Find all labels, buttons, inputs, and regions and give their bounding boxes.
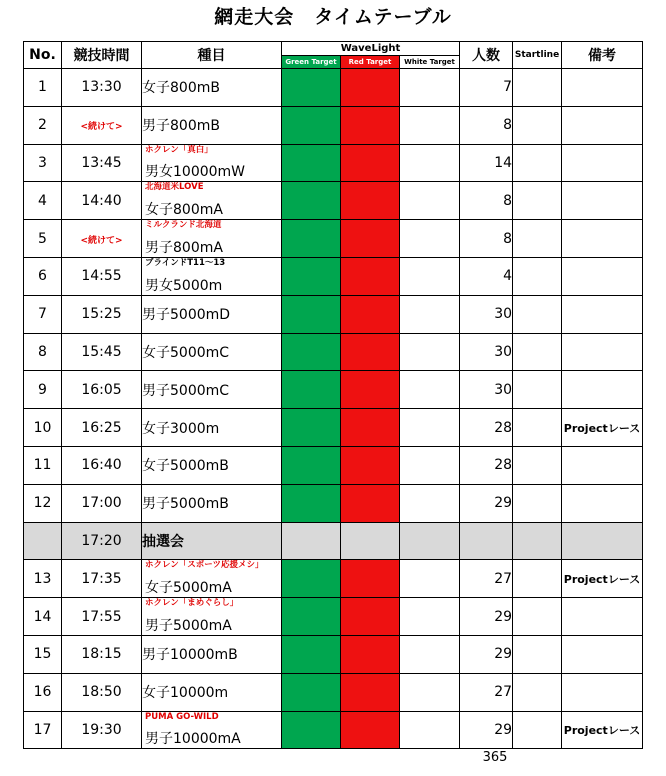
row-no: 14 — [24, 598, 62, 636]
lottery-row — [24, 522, 643, 560]
red-target-cell — [341, 522, 400, 560]
row-remark — [562, 522, 643, 560]
row-time-value: 16:25 — [81, 419, 122, 436]
row-time-value: 18:50 — [81, 684, 122, 701]
table-row — [24, 711, 643, 749]
row-event-name: 男子800mA — [145, 239, 223, 256]
table-row — [24, 598, 643, 636]
row-remark — [562, 635, 643, 673]
row-event-name: 男子10000mA — [145, 731, 241, 748]
row-time-value: 17:00 — [81, 495, 122, 512]
row-remark — [562, 371, 643, 409]
row-no: 9 — [24, 371, 62, 409]
row-event — [142, 333, 282, 371]
row-time-value: 17:35 — [81, 570, 122, 587]
row-event-name: 男子800mB — [142, 118, 220, 135]
row-count: 30 — [460, 295, 513, 333]
green-target-cell — [282, 144, 341, 182]
row-no: 6 — [24, 257, 62, 295]
row-remark — [562, 220, 643, 258]
white-target-cell — [400, 522, 460, 560]
white-target-cell — [400, 144, 460, 182]
row-event — [142, 560, 282, 598]
green-target-cell — [282, 484, 341, 522]
row-remark: Projectレース — [562, 560, 643, 598]
row-remark — [562, 598, 643, 636]
row-startline — [513, 333, 562, 371]
green-target-cell — [282, 635, 341, 673]
row-time — [62, 69, 142, 107]
row-no: 12 — [24, 484, 62, 522]
row-time — [62, 257, 142, 295]
row-no: 8 — [24, 333, 62, 371]
white-target-cell — [400, 673, 460, 711]
table-row — [24, 409, 643, 447]
red-target-cell — [341, 106, 400, 144]
red-target-cell — [341, 560, 400, 598]
timetable — [23, 41, 643, 749]
row-time — [62, 144, 142, 182]
green-target-cell — [282, 333, 341, 371]
table-row — [24, 295, 643, 333]
red-target-cell — [341, 257, 400, 295]
row-event — [142, 220, 282, 258]
row-time — [62, 371, 142, 409]
row-event-name: 男子5000mC — [142, 382, 230, 399]
row-count — [460, 522, 513, 560]
header-time: 競技時間 — [62, 42, 142, 69]
row-time-value: 17:20 — [81, 532, 122, 549]
white-target-cell — [400, 484, 460, 522]
row-time — [62, 409, 142, 447]
row-event-name: 男子5000mA — [145, 617, 232, 634]
page-title: 網走大会 タイムテーブル — [214, 6, 452, 28]
row-count: 8 — [460, 182, 513, 220]
green-target-cell — [282, 711, 341, 749]
row-startline — [513, 560, 562, 598]
row-count: 28 — [460, 409, 513, 447]
row-time-value: 14:55 — [81, 268, 122, 285]
red-target-cell — [341, 635, 400, 673]
row-count: 27 — [460, 560, 513, 598]
white-target-cell — [400, 333, 460, 371]
row-no: 4 — [24, 182, 62, 220]
row-sponsor: 北海道米LOVE — [145, 182, 204, 193]
table-row — [24, 484, 643, 522]
row-time — [62, 522, 142, 560]
row-event — [142, 522, 282, 560]
row-sponsor: PUMA GO-WILD — [145, 711, 219, 722]
row-startline — [513, 711, 562, 749]
table-row — [24, 220, 643, 258]
table-row — [24, 333, 643, 371]
green-target-cell — [282, 446, 341, 484]
row-remark — [562, 106, 643, 144]
row-startline — [513, 673, 562, 711]
red-target-cell — [341, 484, 400, 522]
green-target-cell — [282, 371, 341, 409]
table-row — [24, 673, 643, 711]
white-target-cell — [400, 371, 460, 409]
red-target-cell — [341, 144, 400, 182]
row-remark — [562, 295, 643, 333]
white-target-cell — [400, 446, 460, 484]
red-target-cell — [341, 182, 400, 220]
row-time — [62, 106, 142, 144]
row-no: 17 — [24, 711, 62, 749]
row-event-name: 女子5000mA — [145, 580, 232, 597]
row-startline — [513, 295, 562, 333]
red-target-cell — [341, 69, 400, 107]
red-target-cell — [341, 220, 400, 258]
row-startline — [513, 371, 562, 409]
row-no: 16 — [24, 673, 62, 711]
row-event-name: 女子5000mC — [142, 344, 230, 361]
row-remark — [562, 144, 643, 182]
red-target-cell — [341, 409, 400, 447]
green-target-cell — [282, 220, 341, 258]
row-time — [62, 673, 142, 711]
white-target-cell — [400, 635, 460, 673]
row-startline — [513, 106, 562, 144]
row-count: 8 — [460, 106, 513, 144]
row-startline — [513, 446, 562, 484]
red-target-cell — [341, 371, 400, 409]
row-remark: Projectレース — [562, 409, 643, 447]
row-no: 3 — [24, 144, 62, 182]
row-event-name: 女子5000mB — [142, 458, 229, 475]
row-event — [142, 598, 282, 636]
red-target-cell — [341, 446, 400, 484]
row-count: 4 — [460, 257, 513, 295]
white-target-cell — [400, 711, 460, 749]
row-no: 7 — [24, 295, 62, 333]
green-target-cell — [282, 182, 341, 220]
row-event-name: 男子5000mD — [142, 307, 231, 324]
white-target-cell — [400, 69, 460, 107]
white-target-cell — [400, 560, 460, 598]
row-time — [62, 333, 142, 371]
table-row — [24, 257, 643, 295]
row-sponsor: ミルクランド北海道 — [145, 220, 222, 231]
green-target-cell — [282, 295, 341, 333]
row-time-value: 19:30 — [81, 721, 122, 738]
row-count: 30 — [460, 333, 513, 371]
row-event-name: 男女10000mW — [145, 164, 246, 181]
row-startline — [513, 182, 562, 220]
row-remark — [562, 69, 643, 107]
row-count: 29 — [460, 484, 513, 522]
row-time — [62, 635, 142, 673]
row-event — [142, 295, 282, 333]
red-target-cell — [341, 333, 400, 371]
row-event — [142, 635, 282, 673]
green-target-cell — [282, 560, 341, 598]
row-no: 13 — [24, 560, 62, 598]
page-number: 365 — [482, 750, 508, 765]
row-no — [24, 522, 62, 560]
green-target-cell — [282, 257, 341, 295]
table-row — [24, 560, 643, 598]
header-white-target: White Target — [400, 56, 460, 69]
row-no: 1 — [24, 69, 62, 107]
row-startline — [513, 522, 562, 560]
row-sponsor: ホクレン「スポーツ応援メシ」 — [145, 560, 264, 571]
row-no: 15 — [24, 635, 62, 673]
row-event-name: 女子3000m — [142, 420, 220, 437]
row-time — [62, 484, 142, 522]
row-count: 29 — [460, 635, 513, 673]
green-target-cell — [282, 409, 341, 447]
table-row — [24, 446, 643, 484]
row-event-name: 女子800mB — [142, 80, 220, 97]
row-time-value: 14:40 — [81, 192, 122, 209]
row-count: 29 — [460, 711, 513, 749]
row-startline — [513, 257, 562, 295]
row-event-name: 男女5000m — [145, 277, 223, 294]
row-time — [62, 182, 142, 220]
row-startline — [513, 598, 562, 636]
header-wavelight: WaveLight — [282, 42, 460, 56]
table-row — [24, 69, 643, 107]
row-remark — [562, 257, 643, 295]
header-remarks: 備考 — [562, 42, 643, 69]
row-time — [62, 711, 142, 749]
row-startline — [513, 635, 562, 673]
green-target-cell — [282, 598, 341, 636]
green-target-cell — [282, 106, 341, 144]
white-target-cell — [400, 220, 460, 258]
row-time-value: 16:40 — [81, 457, 122, 474]
row-startline — [513, 484, 562, 522]
green-target-cell — [282, 673, 341, 711]
row-time-value: 13:45 — [81, 154, 122, 171]
row-no: 2 — [24, 106, 62, 144]
row-sponsor: ブラインドT11～13 — [145, 257, 226, 268]
row-sponsor: ホクレン「真白」 — [145, 144, 213, 155]
row-count: 27 — [460, 673, 513, 711]
row-remark — [562, 182, 643, 220]
table-row — [24, 144, 643, 182]
green-target-cell — [282, 69, 341, 107]
header-no: No. — [24, 42, 62, 69]
row-remark — [562, 673, 643, 711]
header-startline: Startline — [513, 42, 562, 69]
row-time — [62, 295, 142, 333]
header-green-target: Green Target — [282, 56, 341, 69]
row-startline — [513, 220, 562, 258]
row-remark — [562, 484, 643, 522]
row-time — [62, 446, 142, 484]
row-startline — [513, 409, 562, 447]
row-event — [142, 673, 282, 711]
header-event: 種目 — [142, 42, 282, 69]
red-target-cell — [341, 295, 400, 333]
row-event-name: 男子10000mB — [142, 647, 238, 664]
row-no: 11 — [24, 446, 62, 484]
row-event — [142, 409, 282, 447]
white-target-cell — [400, 295, 460, 333]
row-time-value: 15:25 — [81, 306, 122, 323]
row-event — [142, 257, 282, 295]
row-count: 7 — [460, 69, 513, 107]
row-startline — [513, 144, 562, 182]
white-target-cell — [400, 257, 460, 295]
red-target-cell — [341, 673, 400, 711]
row-event — [142, 711, 282, 749]
table-row — [24, 371, 643, 409]
row-event-name: 抽選会 — [142, 533, 184, 550]
white-target-cell — [400, 106, 460, 144]
row-time — [62, 560, 142, 598]
row-event-name: 女子10000m — [142, 685, 229, 702]
row-time-value: 18:15 — [81, 646, 122, 663]
row-remark: Projectレース — [562, 711, 643, 749]
red-target-cell — [341, 711, 400, 749]
row-startline — [513, 69, 562, 107]
row-event — [142, 371, 282, 409]
row-time — [62, 598, 142, 636]
row-time-note: <続けて> — [80, 122, 123, 133]
row-count: 29 — [460, 598, 513, 636]
white-target-cell — [400, 182, 460, 220]
row-time-value: 17:55 — [81, 608, 122, 625]
row-count: 8 — [460, 220, 513, 258]
red-target-cell — [341, 598, 400, 636]
row-event-name: 男子5000mB — [142, 496, 229, 513]
row-event-name: 女子800mA — [145, 202, 223, 219]
row-event — [142, 484, 282, 522]
row-event — [142, 106, 282, 144]
row-sponsor: ホクレン「まめぐらし」 — [145, 598, 239, 609]
row-event — [142, 182, 282, 220]
green-target-cell — [282, 522, 341, 560]
row-time-value: 15:45 — [81, 343, 122, 360]
row-count: 14 — [460, 144, 513, 182]
row-time-value: 16:05 — [81, 381, 122, 398]
table-header — [24, 42, 643, 69]
row-event — [142, 69, 282, 107]
row-remark — [562, 333, 643, 371]
white-target-cell — [400, 598, 460, 636]
table-body — [24, 69, 643, 749]
row-time-note: <続けて> — [80, 235, 123, 246]
table-row — [24, 106, 643, 144]
row-remark — [562, 446, 643, 484]
header-red-target: Red Target — [341, 56, 400, 69]
row-time-value: 13:30 — [81, 79, 122, 96]
table-row — [24, 635, 643, 673]
white-target-cell — [400, 409, 460, 447]
row-event — [142, 144, 282, 182]
table-row — [24, 182, 643, 220]
row-no: 5 — [24, 220, 62, 258]
header-count: 人数 — [460, 42, 513, 69]
row-time — [62, 220, 142, 258]
row-count: 28 — [460, 446, 513, 484]
row-count: 30 — [460, 371, 513, 409]
row-event — [142, 446, 282, 484]
row-no: 10 — [24, 409, 62, 447]
